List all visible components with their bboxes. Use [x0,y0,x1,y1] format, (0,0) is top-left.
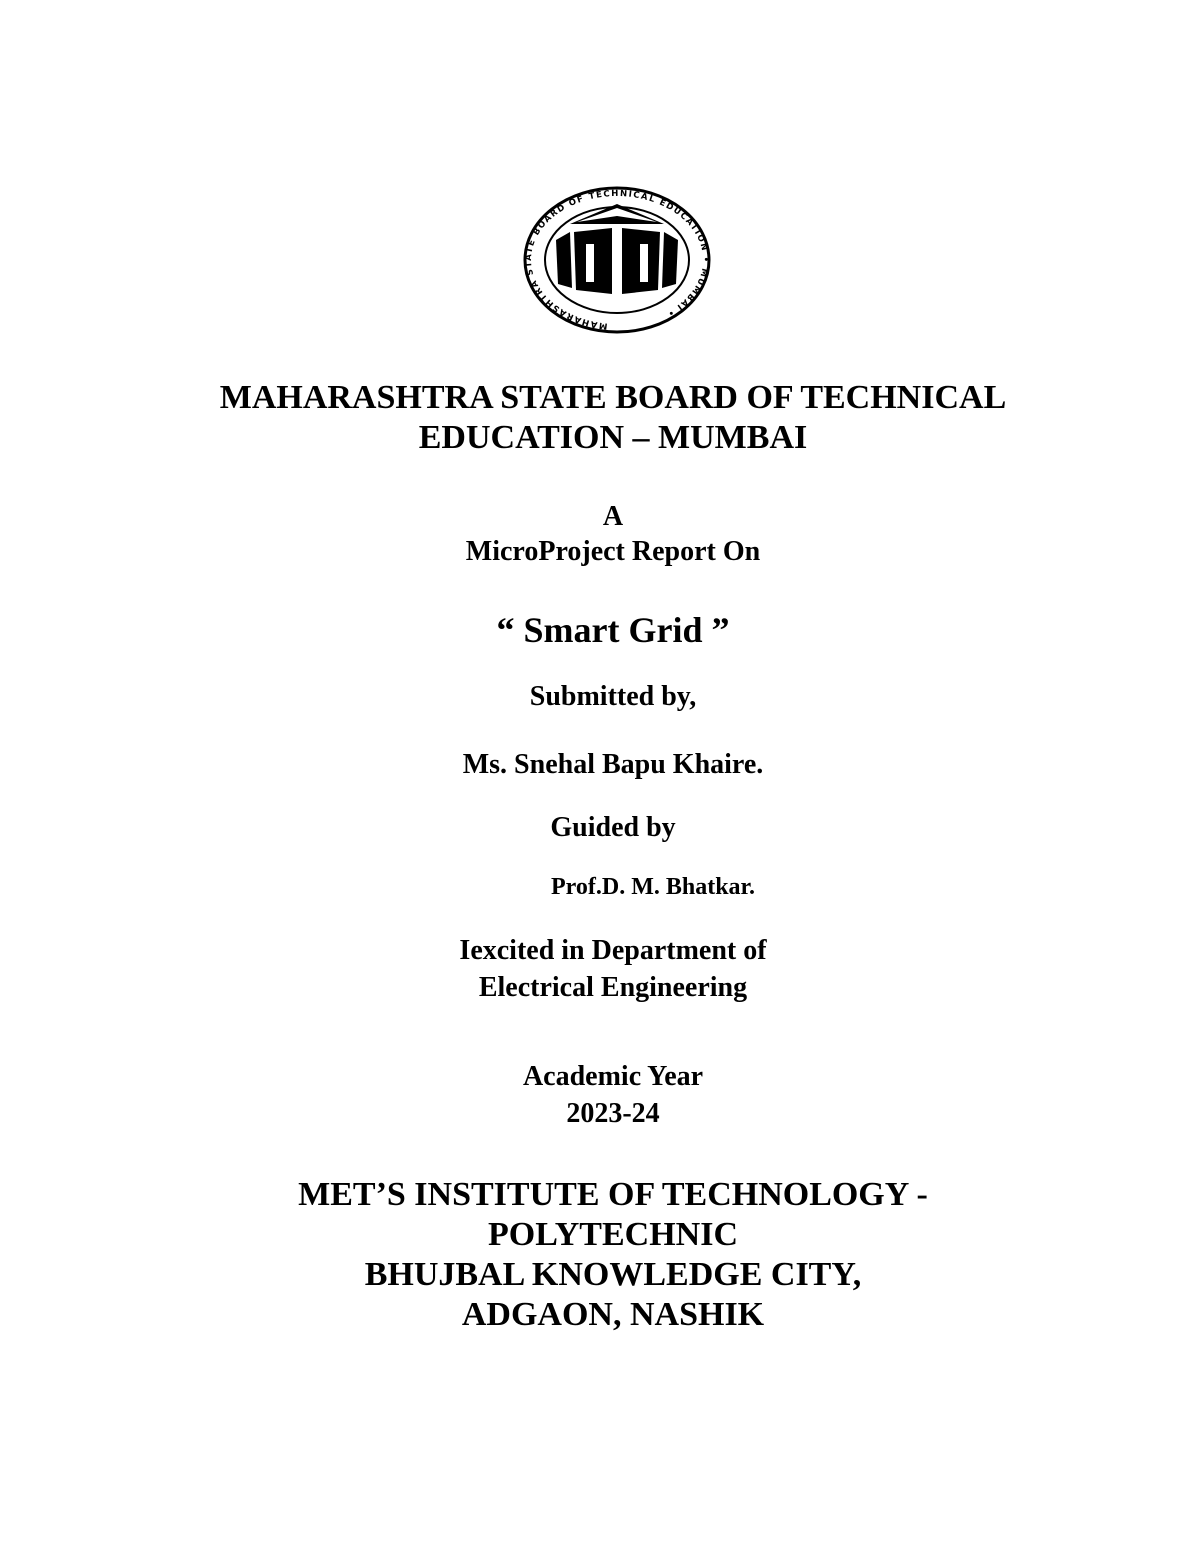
institute-line3: BHUJBAL KNOWLEDGE CITY, [364,1256,862,1293]
guided-by-label: Guided by [550,812,676,843]
institute-line2: POLYTECHNIC [487,1216,739,1253]
board-name-line1: MAHARASHTRA STATE BOARD OF TECHNICAL [219,379,1007,416]
academic-year-label: Academic Year [522,1061,704,1092]
report-type: MicroProject Report On [465,536,761,567]
institute-line4: ADGAON, NASHIK [461,1296,765,1333]
department-line1: Iexcited in Department of [459,935,767,966]
student-name: Ms. Snehal Bapu Khaire. [462,749,764,780]
report-article: A [602,501,624,532]
msbte-seal-logo [522,184,712,334]
department-line2: Electrical Engineering [478,972,748,1003]
board-name-line2: EDUCATION – MUMBAI [418,419,808,456]
institute-line1: MET’S INSTITUTE OF TECHNOLOGY - [298,1176,928,1213]
guide-name: Prof.D. M. Bhatkar. [551,874,755,900]
svg-text:MAHARASHTRA STATE BOARD OF TEC: MAHARASHTRA STATE BOARD OF TECHNICAL EDUCATION • MUMBAI • [523,188,711,331]
academic-year-value: 2023-24 [566,1098,660,1129]
submitted-by-label: Submitted by, [529,681,697,712]
report-title: “ Smart Grid ” [496,610,730,650]
